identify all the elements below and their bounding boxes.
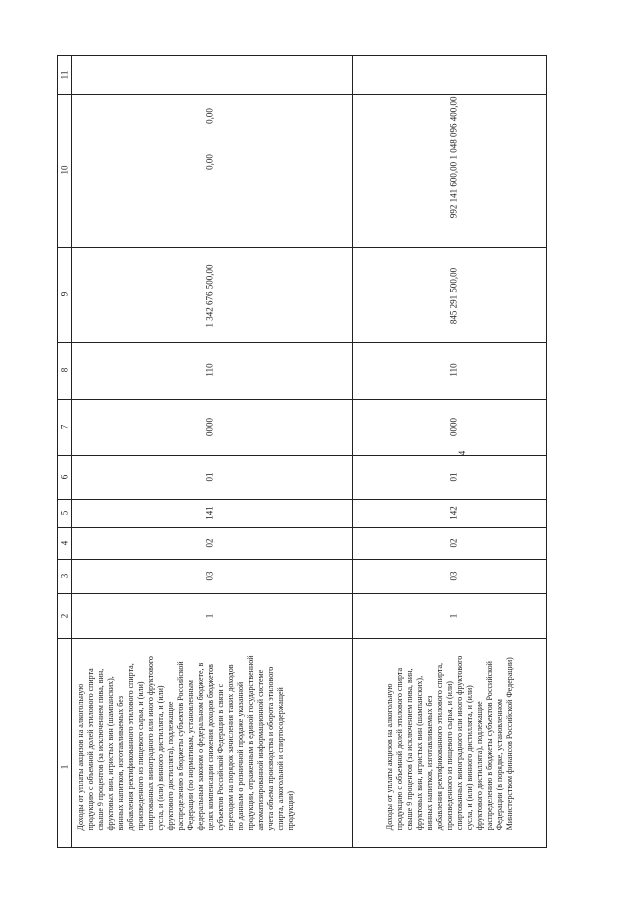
row-1-cell: 110 [204, 363, 215, 377]
col-divider [58, 559, 546, 560]
header-cell: 6 [59, 474, 70, 480]
row-2-cell: 0000 [448, 418, 459, 436]
header-cell: 9 [59, 291, 70, 297]
row-2-cell: 1 [448, 613, 459, 619]
header-cell: 7 [59, 424, 70, 430]
header-cell: 3 [59, 573, 70, 579]
header-cell: 4 [59, 540, 70, 546]
row-1-description: Доходы от уплаты акцизов на алкогольную продукцию с объемной долей этилового спирта свыше 9 процентов (за исключением пива, вин, фруктовых вин, игристых вин (шампанских), винных напитков, изготавливаемых без добавления ректификованного этилового спирта, произведенного из пищевого сырья, и (или) спиртованных виноградного или иного фруктового сусла, и (или) винного дистиллята, и (или) фруктового дистиллята), подлежащие распределению в бюджеты субъектов Российской Федерации (по нормативам, установленным федеральным законом о федеральном бюджете, в целях компенсации снижения доходов бюджетов субъектов Российской Федерации в связи с переходом на порядок зачисления таких доходов по данным о розничной продаже указанной продукции, отраженным в единой государственной автоматизированной информационной системе учета объема производства и оборота этилового спирта, алкогольной и спиртосодержащей продукции) [76, 655, 295, 831]
row-2-cell: 1 048 096 400,00 [448, 96, 459, 160]
col-divider [58, 247, 546, 248]
col-divider [58, 94, 546, 95]
row-2-cell: 845 291 500,00 [448, 267, 459, 325]
col-divider [58, 455, 546, 456]
row-1-cell: 03 [204, 571, 215, 581]
row-1-cell: 0000 [204, 418, 215, 436]
col-divider [58, 342, 546, 343]
row-1-cell: 01 [204, 472, 215, 482]
budget-table [57, 55, 547, 848]
header-cell: 1 [59, 764, 70, 770]
row-2-cell: 992 141 600,00 [448, 161, 459, 219]
col-divider [58, 638, 546, 639]
row-2-description: Доходы от уплаты акцизов на алкогольную продукцию с объемной долей этилового спирта свыше 9 процентов (за исключением пива, вин, фруктовых вин, игристых вин (шампанских), винных напитков, изготавливаемых без добавления ректификованного этилового спирта, произведенного из пищевого сырья, и (или) спиртованных виноградного или иного фруктового сусла, и (или) винного дистиллята, и (или) фруктового дистиллята), подлежащие распределению в бюджеты субъектов Российской Федерации (в порядке, установленном Министерством финансов Российской Федерации) [385, 655, 514, 831]
header-cell: 10 [59, 165, 70, 175]
col-divider [58, 399, 546, 400]
row-divider [352, 56, 353, 847]
row-2-cell: 03 [448, 571, 459, 581]
row-2-cell: 02 [448, 538, 459, 548]
row-1-cell: 1 342 676 500,00 [204, 264, 215, 328]
page-number: 4 [457, 450, 467, 456]
col-divider [58, 527, 546, 528]
row-divider [71, 56, 72, 847]
row-1-cell: 02 [204, 538, 215, 548]
row-2-cell: 110 [448, 363, 459, 377]
header-cell: 11 [59, 70, 70, 80]
header-cell: 2 [59, 613, 70, 619]
row-2-cell: 01 [448, 472, 459, 482]
col-divider [58, 499, 546, 500]
row-2-cell: 142 [448, 506, 459, 520]
header-cell: 8 [59, 367, 70, 373]
row-1-cell: 0,00 [204, 154, 215, 170]
col-divider [58, 593, 546, 594]
row-1-cell: 1 [204, 613, 215, 619]
header-cell: 5 [59, 510, 70, 516]
row-1-cell: 141 [204, 506, 215, 520]
row-1-cell: 0,00 [204, 108, 215, 124]
